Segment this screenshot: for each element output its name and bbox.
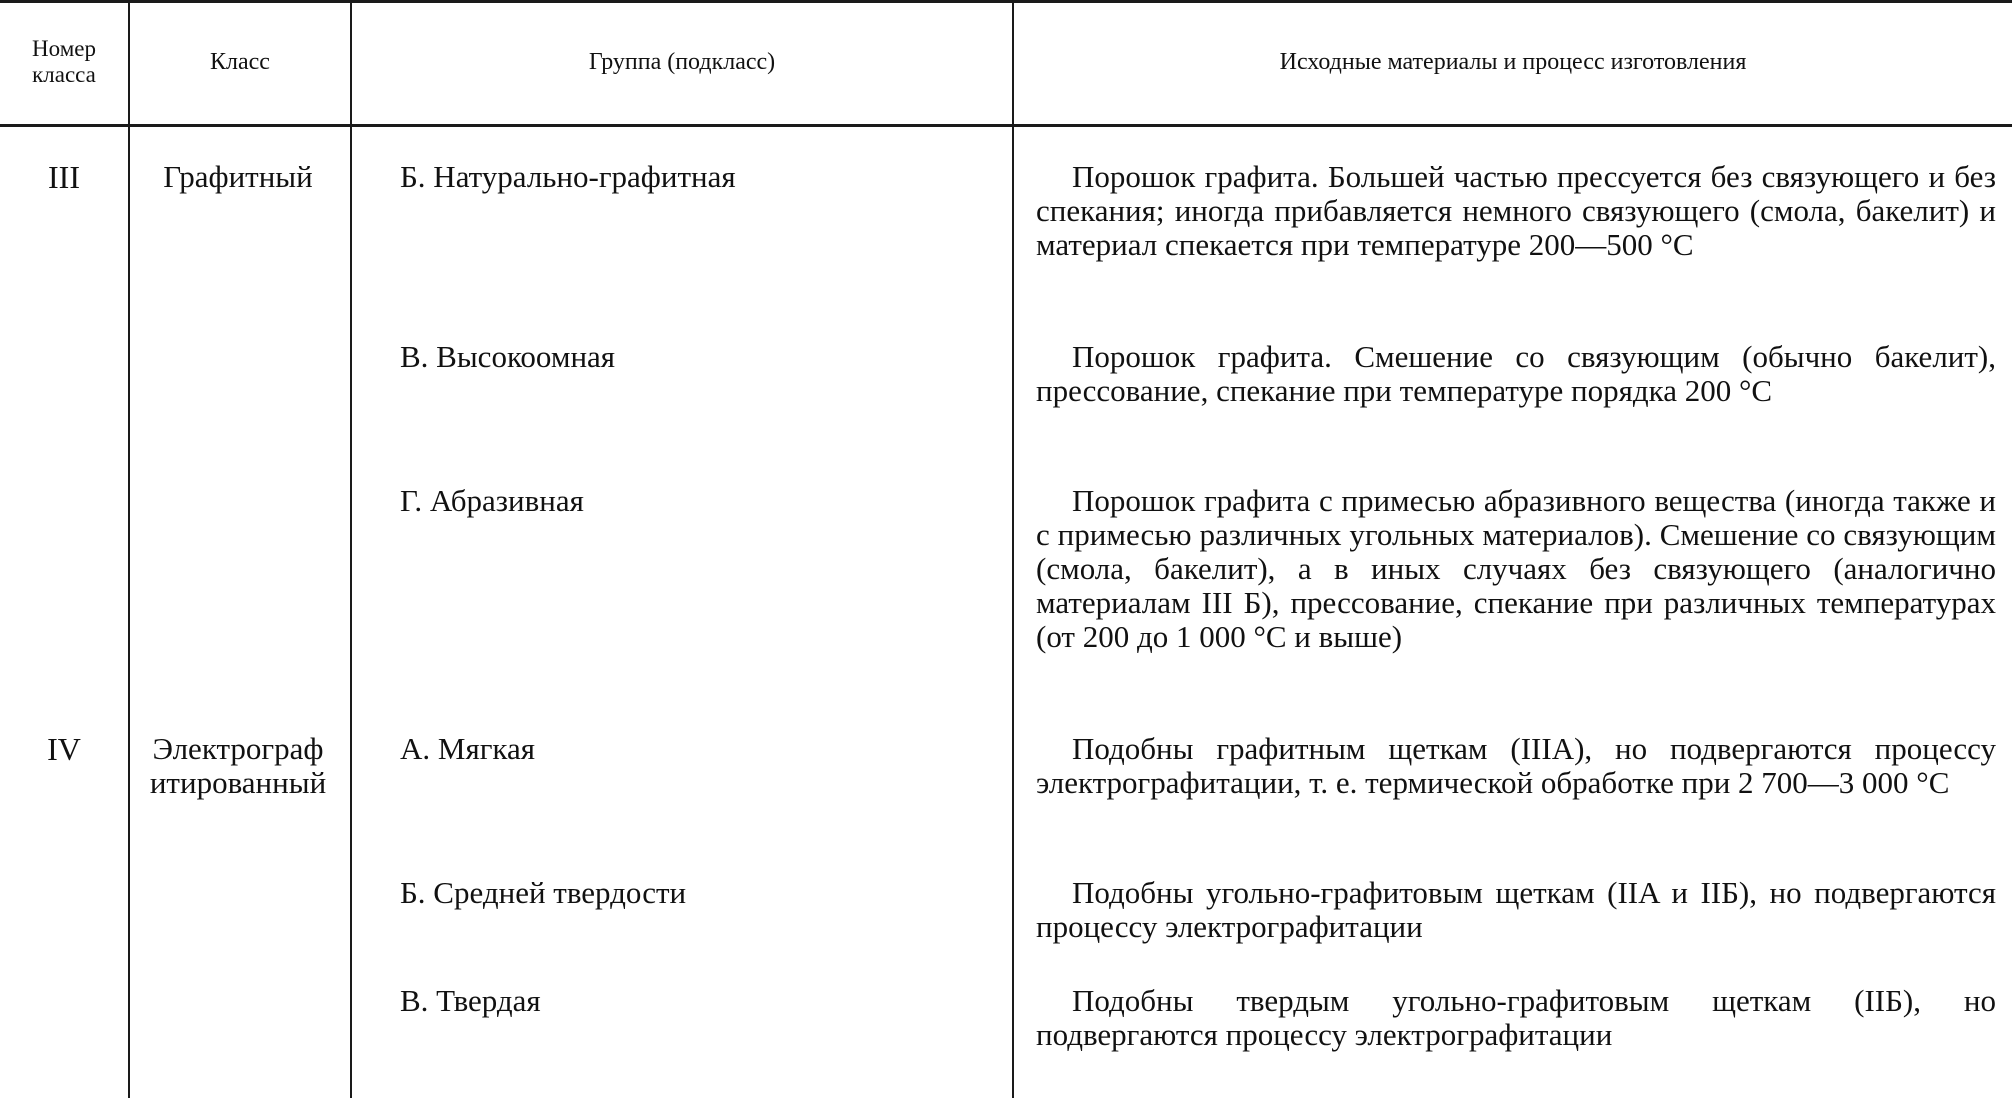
row-4-description-text: Подобны графитным щеткам (IIIA), но подвергаются процессу электрографитации, т. е. термической обработке при 2 700—3 000 °C — [1036, 731, 1996, 800]
row-5-description — [1036, 876, 1996, 944]
header-group-label: Группа (подкласс) — [588, 49, 776, 75]
row-4-number: IV — [47, 731, 81, 767]
header-materials — [1014, 0, 2012, 124]
row-1-description-text: Порошок графита. Большей частью прессуется без связующего и без спекания; иногда прибавляется немного связующего (смола, бакелит) и материал спекается при температуре 200—500 °C — [1036, 159, 1996, 262]
row-1-group: Б. Натурально-графитная — [400, 159, 736, 194]
row-4-group: А. Мягкая — [400, 731, 536, 766]
row-2-group: В. Высокоомная — [400, 339, 616, 374]
row-5-group: Б. Средней твердости — [400, 875, 687, 910]
row-4-class: Электрографитированный — [149, 731, 327, 800]
column-divider-1 — [128, 0, 130, 1098]
header-bottom-rule — [0, 124, 2012, 127]
header-class-label: Класс — [210, 49, 270, 75]
row-2-description-text: Порошок графита. Смешение со связующим (обычно бакелит), прессование, спекание при температуре порядка 200 °C — [1036, 339, 1996, 408]
row-3-description — [1036, 484, 1996, 654]
row-6-group: В. Твердая — [400, 983, 541, 1018]
header-group — [352, 0, 1012, 124]
column-divider-3 — [1012, 0, 1014, 1098]
column-divider-2 — [350, 0, 352, 1098]
row-3-group: Г. Абразивная — [400, 483, 584, 518]
row-5-description-text: Подобны угольно-графитовым щеткам (IIA и IIБ), но подвергаются процессу электрографитации — [1036, 875, 1996, 944]
row-1-class: Графитный — [163, 159, 313, 194]
row-4-description — [1036, 732, 1996, 800]
header-class — [130, 0, 350, 124]
row-1-number: III — [48, 159, 80, 195]
row-6-description-text: Подобны твердым угольно-графитовым щеткам (IIБ), но подвергаются процессу электрографитации — [1036, 983, 1996, 1052]
row-3-description-text: Порошок графита с примесью абразивного вещества (иногда также и с примесью различных угольных материалов). Смешение со связующим (смола, бакелит), а в иных случаях без связующего (аналогично материалам III Б), прессование, спекание при различных температурах (от 200 до 1 000 °C и выше) — [1036, 483, 1996, 654]
row-2-description — [1036, 340, 1996, 408]
header-class-number-label: Номер класса — [32, 36, 96, 87]
header-class-number — [0, 0, 128, 124]
row-1-description — [1036, 160, 1996, 262]
row-6-description — [1036, 984, 1996, 1052]
header-materials-label: Исходные материалы и процесс изготовления — [1279, 49, 1747, 75]
